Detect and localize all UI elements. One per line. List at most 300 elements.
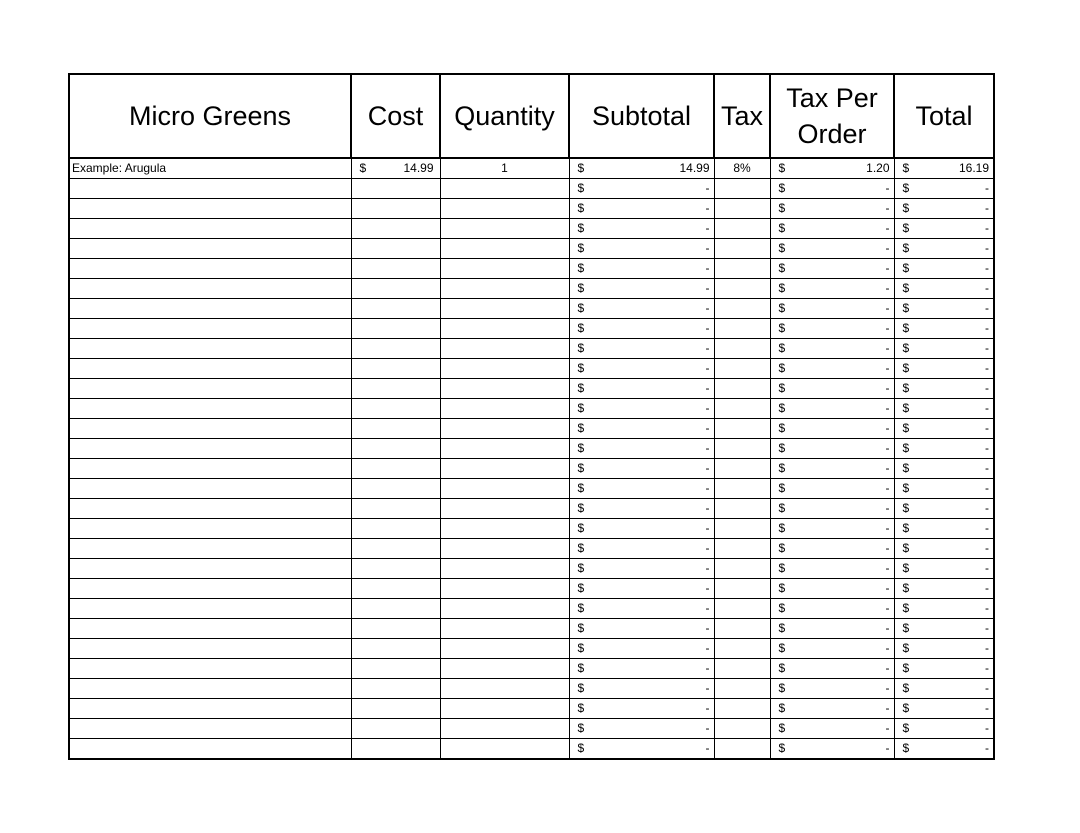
cell-quantity[interactable] [440,579,569,599]
total-amount: - [985,441,989,455]
cell-tax-per-order[interactable] [770,459,894,479]
cell-tax-per-order[interactable] [770,699,894,719]
cell-total[interactable] [894,639,994,659]
cell-cost[interactable] [351,439,440,459]
cell-tax-per-order[interactable] [770,179,894,199]
subtotal-value [570,559,714,578]
cell-cost[interactable] [351,639,440,659]
cell-name[interactable] [69,399,351,419]
cell-tax[interactable] [714,599,770,619]
cell-quantity[interactable] [440,339,569,359]
subtotal-amount: - [705,241,710,255]
cell-tax-per-order[interactable] [770,579,894,599]
cell-name[interactable] [69,539,351,559]
cell-subtotal[interactable] [569,539,714,559]
header-total[interactable]: Total [894,74,994,158]
cell-tax[interactable] [714,479,770,499]
currency-symbol: $ [577,501,585,515]
cell-tax-per-order[interactable] [770,679,894,699]
cell-total[interactable] [894,559,994,579]
cell-total[interactable] [894,519,994,539]
cell-name[interactable] [69,599,351,619]
cell-cost[interactable] [351,579,440,599]
cell-quantity[interactable] [440,739,569,760]
cell-tax[interactable] [714,259,770,279]
cell-cost[interactable] [351,279,440,299]
total-amount: - [985,401,989,415]
cell-tax-per-order[interactable] [770,259,894,279]
currency-symbol: $ [778,221,786,235]
cell-cost[interactable] [351,699,440,719]
cell-cost[interactable] [351,539,440,559]
cell-total[interactable] [894,719,994,739]
cell-tax[interactable] [714,279,770,299]
cell-tax[interactable] [714,439,770,459]
cell-tax-per-order[interactable] [770,379,894,399]
currency-symbol: $ [778,381,786,395]
currency-symbol: $ [902,321,910,335]
cell-cost[interactable] [351,319,440,339]
cell-quantity[interactable] [440,158,569,179]
cell-subtotal[interactable] [569,559,714,579]
cell-tax[interactable] [714,559,770,579]
cell-subtotal[interactable] [569,459,714,479]
cell-quantity[interactable] [440,619,569,639]
cell-total[interactable] [894,259,994,279]
tax-per-order-value [771,179,894,198]
cell-total[interactable] [894,199,994,219]
total-value [895,379,994,398]
currency-symbol: $ [902,461,910,475]
header-micro-greens[interactable]: Micro Greens [69,74,351,158]
cell-total[interactable] [894,359,994,379]
tax-per-order-value [771,279,894,298]
cell-cost[interactable] [351,199,440,219]
cell-total[interactable] [894,459,994,479]
subtotal-amount: - [705,501,710,515]
cell-name[interactable] [69,259,351,279]
cell-subtotal[interactable] [569,519,714,539]
cell-quantity[interactable] [440,719,569,739]
cell-cost[interactable] [351,379,440,399]
cell-total[interactable] [894,239,994,259]
cell-name[interactable] [69,279,351,299]
cell-tax[interactable] [714,219,770,239]
cell-name[interactable] [69,499,351,519]
currency-symbol: $ [902,261,910,275]
currency-symbol: $ [577,661,585,675]
cell-quantity[interactable] [440,379,569,399]
cell-tax-per-order[interactable] [770,339,894,359]
cell-tax-per-order[interactable] [770,499,894,519]
tax-per-order-amount: - [885,481,890,495]
tax-per-order-amount: - [885,601,890,615]
total-amount: - [985,241,989,255]
cell-total[interactable] [894,219,994,239]
cell-tax[interactable] [714,319,770,339]
tax-per-order-amount: - [885,661,890,675]
cell-tax-per-order[interactable] [770,399,894,419]
cell-cost[interactable] [351,479,440,499]
total-amount: - [985,541,989,555]
cell-name[interactable] [69,459,351,479]
currency-symbol: $ [778,341,786,355]
cell-subtotal[interactable] [569,679,714,699]
cell-quantity[interactable] [440,439,569,459]
cell-tax-per-order[interactable] [770,359,894,379]
cell-subtotal[interactable] [569,219,714,239]
currency-symbol: $ [902,361,910,375]
cell-tax-per-order[interactable] [770,599,894,619]
tax-per-order-amount: - [885,581,890,595]
cell-tax[interactable] [714,459,770,479]
cell-tax[interactable] [714,739,770,760]
cell-total[interactable] [894,739,994,760]
cell-quantity[interactable] [440,399,569,419]
cell-subtotal[interactable] [569,479,714,499]
cell-total[interactable] [894,299,994,319]
cell-total[interactable] [894,499,994,519]
cell-subtotal[interactable] [569,158,714,179]
table-row [69,339,994,359]
tax-per-order-amount: 1.20 [866,161,890,175]
cell-tax[interactable] [714,499,770,519]
cell-tax[interactable] [714,679,770,699]
cell-tax[interactable] [714,579,770,599]
cell-cost[interactable] [351,419,440,439]
cell-name[interactable] [69,659,351,679]
tax-per-order-value [771,699,894,718]
cell-name[interactable] [69,419,351,439]
cell-cost[interactable] [351,739,440,760]
cell-subtotal[interactable] [569,239,714,259]
cell-quantity[interactable] [440,699,569,719]
cell-quantity[interactable] [440,599,569,619]
cell-cost[interactable] [351,359,440,379]
cell-cost[interactable] [351,239,440,259]
currency-symbol: $ [778,461,786,475]
cell-subtotal[interactable] [569,579,714,599]
cell-total[interactable] [894,279,994,299]
cell-tax[interactable] [714,379,770,399]
cell-quantity[interactable] [440,199,569,219]
cell-total[interactable] [894,619,994,639]
cell-name[interactable] [69,679,351,699]
cell-subtotal[interactable] [569,419,714,439]
cell-tax[interactable] [714,339,770,359]
cell-tax[interactable] [714,519,770,539]
cell-tax[interactable] [714,199,770,219]
cell-subtotal[interactable] [569,319,714,339]
total-amount: - [985,721,989,735]
total-value [895,679,994,698]
cell-subtotal[interactable] [569,739,714,760]
cell-cost[interactable] [351,599,440,619]
cell-subtotal[interactable] [569,719,714,739]
cell-quantity[interactable] [440,559,569,579]
table-row [69,359,994,379]
subtotal-value [570,399,714,418]
cell-name[interactable] [69,479,351,499]
tax-per-order-amount: - [885,421,890,435]
total-value [895,179,994,198]
cell-cost[interactable] [351,719,440,739]
header-tax-per-order[interactable]: Tax Per Order [770,74,894,158]
cell-quantity[interactable] [440,539,569,559]
header-subtotal[interactable]: Subtotal [569,74,714,158]
cell-name[interactable] [69,719,351,739]
cell-tax-per-order[interactable] [770,199,894,219]
currency-symbol: $ [577,441,585,455]
cell-name[interactable] [69,199,351,219]
cell-name[interactable] [69,579,351,599]
cell-tax-per-order[interactable] [770,559,894,579]
total-value [895,319,994,338]
cell-total[interactable] [894,579,994,599]
tax-value: 8% [733,161,751,175]
cell-cost[interactable] [351,179,440,199]
cell-subtotal[interactable] [569,199,714,219]
cell-subtotal[interactable] [569,639,714,659]
cell-subtotal[interactable] [569,299,714,319]
cell-quantity[interactable] [440,499,569,519]
cell-tax[interactable] [714,179,770,199]
subtotal-value [570,239,714,258]
subtotal-value [570,499,714,518]
total-value [895,459,994,478]
cell-tax-per-order[interactable] [770,739,894,760]
cell-quantity[interactable] [440,459,569,479]
tax-per-order-value [771,559,894,578]
cell-cost[interactable] [351,158,440,179]
cell-tax[interactable] [714,619,770,639]
total-value [895,659,994,678]
cell-total[interactable] [894,659,994,679]
cell-cost[interactable] [351,219,440,239]
cell-quantity[interactable] [440,299,569,319]
cell-tax-per-order[interactable] [770,639,894,659]
cell-total[interactable] [894,179,994,199]
cell-total[interactable] [894,319,994,339]
tax-per-order-value [771,499,894,518]
tax-per-order-value [771,659,894,678]
cell-total[interactable] [894,679,994,699]
cell-quantity[interactable] [440,519,569,539]
cell-subtotal[interactable] [569,399,714,419]
subtotal-value [570,579,714,598]
tax-per-order-value [771,159,894,178]
cell-name[interactable] [69,559,351,579]
cell-tax[interactable] [714,699,770,719]
cell-quantity[interactable] [440,219,569,239]
currency-symbol: $ [902,581,910,595]
cell-quantity[interactable] [440,479,569,499]
cell-cost[interactable] [351,559,440,579]
cell-total[interactable] [894,539,994,559]
currency-symbol: $ [902,401,910,415]
currency-symbol: $ [778,681,786,695]
currency-symbol: $ [577,281,585,295]
cell-subtotal[interactable] [569,379,714,399]
cell-subtotal[interactable] [569,699,714,719]
cell-name[interactable] [69,739,351,760]
cell-name[interactable] [69,339,351,359]
cell-cost[interactable] [351,459,440,479]
currency-symbol: $ [778,741,786,755]
quantity-value: 1 [501,161,508,175]
subtotal-value [570,379,714,398]
cell-tax[interactable] [714,239,770,259]
cell-subtotal[interactable] [569,279,714,299]
total-amount: - [985,361,989,375]
cell-tax[interactable] [714,158,770,179]
currency-symbol: $ [902,721,910,735]
tax-per-order-amount: - [885,521,890,535]
subtotal-amount: - [705,561,710,575]
cell-subtotal[interactable] [569,259,714,279]
cell-tax-per-order[interactable] [770,419,894,439]
cell-tax-per-order[interactable] [770,519,894,539]
cell-name[interactable] [69,179,351,199]
cell-total[interactable] [894,379,994,399]
subtotal-value [570,639,714,658]
cell-subtotal[interactable] [569,599,714,619]
cell-name[interactable] [69,359,351,379]
cell-cost[interactable] [351,259,440,279]
cell-total[interactable] [894,699,994,719]
cell-subtotal[interactable] [569,179,714,199]
cell-name[interactable] [69,519,351,539]
cell-tax-per-order[interactable] [770,239,894,259]
total-value [895,299,994,318]
cell-subtotal[interactable] [569,659,714,679]
cell-name[interactable] [69,699,351,719]
cell-cost[interactable] [351,499,440,519]
cell-total[interactable] [894,158,994,179]
currency-symbol: $ [778,521,786,535]
currency-symbol: $ [577,641,585,655]
cell-name[interactable] [69,379,351,399]
cell-name[interactable] [69,219,351,239]
cell-tax-per-order[interactable] [770,439,894,459]
cell-total[interactable] [894,339,994,359]
cell-cost[interactable] [351,659,440,679]
cell-quantity[interactable] [440,359,569,379]
cell-cost[interactable] [351,299,440,319]
tax-per-order-amount: - [885,401,890,415]
cell-cost[interactable] [351,679,440,699]
cell-tax[interactable] [714,639,770,659]
cell-name[interactable] [69,158,351,179]
tax-per-order-amount: - [885,441,890,455]
subtotal-amount: - [705,281,710,295]
cell-total[interactable] [894,599,994,619]
tax-per-order-value [771,579,894,598]
cell-total[interactable] [894,479,994,499]
cell-total[interactable] [894,399,994,419]
cell-subtotal[interactable] [569,439,714,459]
cell-tax-per-order[interactable] [770,659,894,679]
cell-name[interactable] [69,299,351,319]
header-quantity[interactable]: Quantity [440,74,569,158]
total-amount: - [985,301,989,315]
header-tax[interactable]: Tax [714,74,770,158]
cell-tax[interactable] [714,359,770,379]
currency-symbol: $ [577,521,585,535]
cell-tax-per-order[interactable] [770,279,894,299]
cell-tax[interactable] [714,419,770,439]
cell-subtotal[interactable] [569,499,714,519]
cell-tax-per-order[interactable] [770,319,894,339]
subtotal-value [570,539,714,558]
subtotal-value [570,339,714,358]
cell-quantity[interactable] [440,179,569,199]
subtotal-amount: - [705,481,710,495]
cell-subtotal[interactable] [569,619,714,639]
cell-tax[interactable] [714,399,770,419]
cell-tax-per-order[interactable] [770,158,894,179]
cell-name[interactable] [69,439,351,459]
currency-symbol: $ [778,721,786,735]
cell-cost[interactable] [351,619,440,639]
cell-tax[interactable] [714,659,770,679]
cell-tax[interactable] [714,299,770,319]
cell-total[interactable] [894,419,994,439]
cell-tax-per-order[interactable] [770,299,894,319]
cell-tax-per-order[interactable] [770,539,894,559]
cell-quantity[interactable] [440,639,569,659]
cell-tax-per-order[interactable] [770,619,894,639]
subtotal-value [570,719,714,738]
cell-name[interactable] [69,619,351,639]
tax-per-order-value [771,439,894,458]
subtotal-amount: - [705,441,710,455]
currency-symbol: $ [778,641,786,655]
tax-per-order-value [771,259,894,278]
cell-quantity[interactable] [440,259,569,279]
cell-tax-per-order[interactable] [770,219,894,239]
cell-name[interactable] [69,239,351,259]
currency-symbol: $ [778,481,786,495]
cell-quantity[interactable] [440,659,569,679]
cell-name[interactable] [69,319,351,339]
cell-cost[interactable] [351,339,440,359]
cell-quantity[interactable] [440,419,569,439]
cell-quantity[interactable] [440,239,569,259]
header-cost[interactable]: Cost [351,74,440,158]
cell-tax-per-order[interactable] [770,719,894,739]
cell-cost[interactable] [351,399,440,419]
cell-quantity[interactable] [440,679,569,699]
subtotal-amount: - [705,541,710,555]
tax-per-order-amount: - [885,721,890,735]
cell-quantity[interactable] [440,319,569,339]
cell-quantity[interactable] [440,279,569,299]
cell-tax[interactable] [714,719,770,739]
subtotal-amount: - [705,401,710,415]
tax-per-order-value [771,379,894,398]
cell-name[interactable] [69,639,351,659]
cell-tax[interactable] [714,539,770,559]
cell-tax-per-order[interactable] [770,479,894,499]
total-amount: - [985,741,989,755]
cell-total[interactable] [894,439,994,459]
tax-per-order-amount: - [885,301,890,315]
cell-subtotal[interactable] [569,339,714,359]
cell-cost[interactable] [351,519,440,539]
subtotal-value [570,419,714,438]
cell-subtotal[interactable] [569,359,714,379]
